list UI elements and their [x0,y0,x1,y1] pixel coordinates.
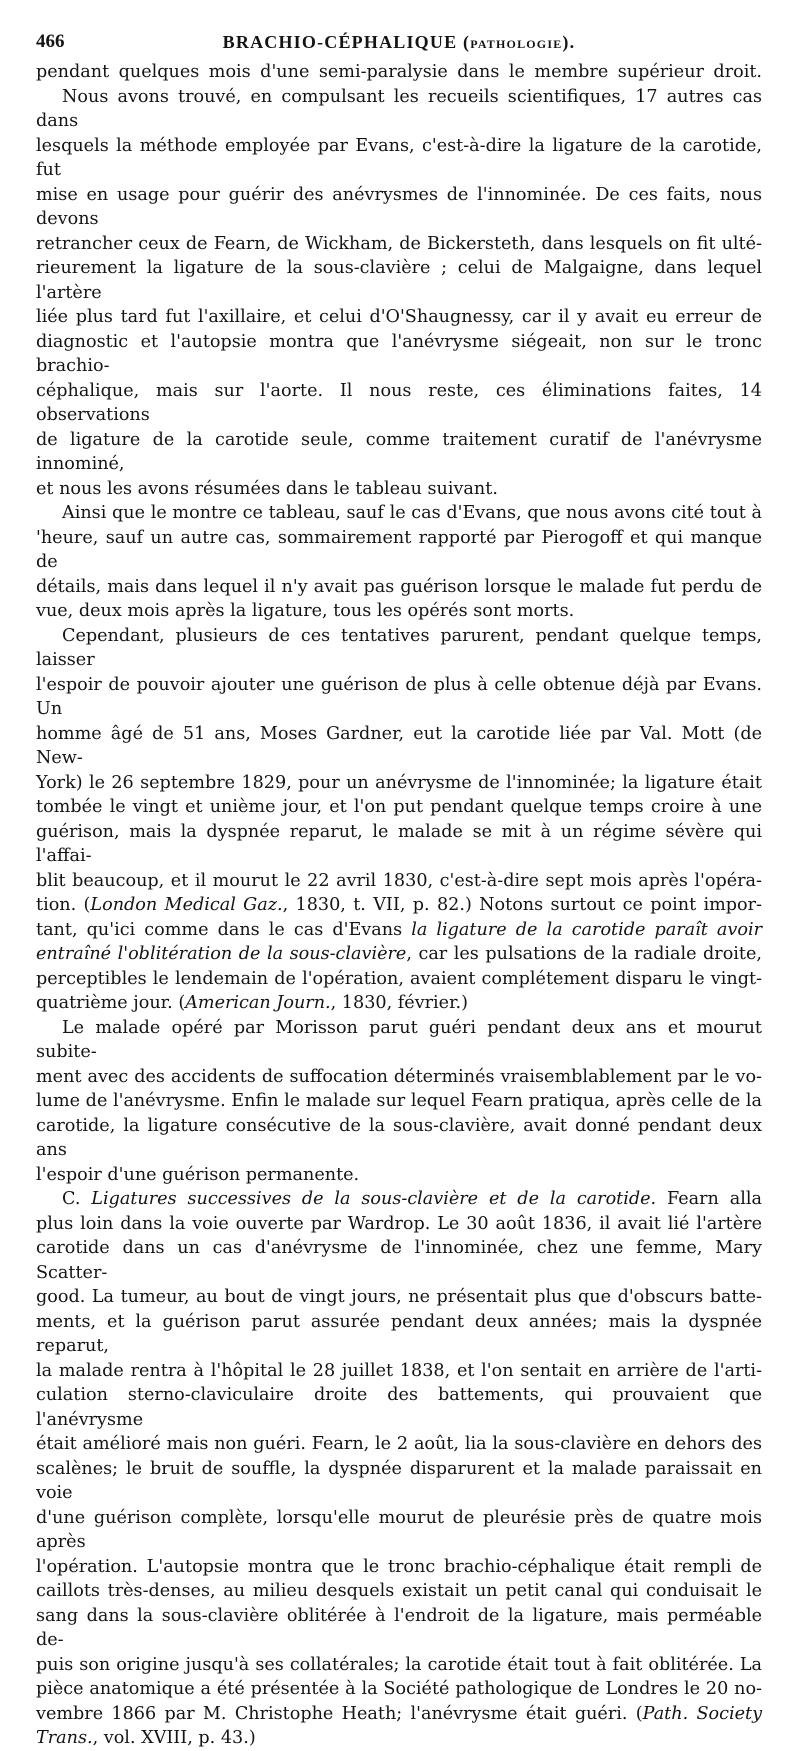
text-line: scalènes; le bruit de souffle, la dyspnée disparurent et la malade paraissait en voie [36,1458,762,1503]
text-line: ment avec des accidents de suffocation déterminés vraisemblablement par le vo- [36,1066,762,1087]
text-line: et nous les avons résumées dans le tableau suivant. [36,478,498,499]
text-line: lume de l'anévrysme. Enfin le malade sur lequel Fearn pratiqua, après celle de la [36,1091,762,1111]
text-line: mise en usage pour guérir des anévrysmes de l'innominée. De ces faits, nous devons [36,184,762,229]
text-line: Trans., vol. XVIII, p. 43.) [36,1728,256,1748]
text-line: entraîné l'oblitération de la sous-clavière, car les pulsations de la radiale droite, [36,944,763,964]
text-line: sang dans la sous-clavière oblitérée à l'endroit de la ligature, mais perméable de- [36,1605,762,1650]
text-line: rieurement la ligature de la sous-clavière ; celui de Malgaigne, dans lequel l'artère [36,258,762,303]
text-line: Ainsi que le montre ce tableau, sauf le cas d'Evans, que nous avons cité tout à [62,503,762,523]
page-number: 466 [36,31,65,52]
text-line: York) le 26 septembre 1829, pour un anévrysme de l'innominée; la ligature était [36,772,762,793]
emphasis-text: la ligature de la carotide paraît avoir [411,919,762,940]
text-line: plus loin dans la voie ouverte par Wardrop. Le 30 août 1836, il avait lié l'artère [36,1213,762,1234]
text-line: homme âgé de 51 ans, Moses Gardner, eut la carotide liée par Val. Mott (de New- [36,723,762,768]
text-line: guérison, mais la dyspnée reparut, le malade se mit à un régime sévère qui l'affai- [36,821,762,866]
text-line: puis son origine jusqu'à ses collatérales; la carotide était tout à fait oblitérée. La [36,1654,762,1675]
body-text [36,60,762,1751]
text-line: diagnostic et l'autopsie montra que l'anévrysme siégeait, non sur le tronc brachio- [36,331,762,376]
text-line: l'espoir d'une guérison permanente. [36,1164,360,1185]
text-line: culation sterno-claviculaire droite des battements, qui prouvaient que l'anévrysme [36,1385,762,1430]
text-line: perceptibles le lendemain de l'opération, avaient complétement disparu le vingt- [36,968,762,989]
section-heading: Ligatures successives de la sous-clavière et de la carotide. [91,1189,657,1209]
text-line: lesquels la méthode employée par Evans, c'est-à-dire la ligature de la carotide, fut [36,135,762,180]
text-line: Nous avons trouvé, en compulsant les recueils scientifiques, 17 autres cas dans [36,86,762,131]
text-line: pendant quelques mois d'une semi-paralysie dans le membre supérieur droit. [36,62,762,82]
text-line: détails, mais dans lequel il n'y avait pas guérison lorsque le malade fut perdu de [36,576,762,597]
text-line: ments, et la guérison parut assurée pendant deux années; mais la dyspnée reparut, [36,1311,762,1356]
text-line: blit beaucoup, et il mourut le 22 avril 1830, c'est-à-dire sept mois après l'opéra- [36,870,762,891]
citation: London Medical Gaz. [90,895,283,915]
text-line: carotide dans un cas d'anévrysme de l'innominée, chez une femme, Mary Scatter- [36,1238,762,1283]
text-line: Le malade opéré par Morisson parut guéri pendant deux ans et mourut subite- [36,1017,762,1062]
citation: Trans. [36,1728,93,1748]
text-line: caillots très-denses, au milieu desquels existait un petit canal qui conduisait le [36,1581,762,1601]
citation: American Journ. [185,993,331,1013]
text-line: tion. (London Medical Gaz., 1830, t. VII, p. 82.) Notons surtout ce point impor- [36,895,763,915]
text-line: était amélioré mais non guéri. Fearn, le 2 août, lia la sous-clavière en dehors des [36,1434,762,1454]
text-line: d'une guérison complète, lorsqu'elle mourut de pleurésie près de quatre mois après [36,1507,762,1552]
text-line: tombée le vingt et unième jour, et l'on put pendant quelque temps croire à une [36,797,762,817]
text-line: vembre 1866 par M. Christophe Heath; l'anévrysme était guéri. (Path. Society [36,1703,763,1724]
page-header [36,28,762,60]
text-line: céphalique, mais sur l'aorte. Il nous reste, ces éliminations faites, 14 observations [36,380,762,425]
text-line: pièce anatomique a été présentée à la Société pathologique de Londres le 20 no- [36,1679,762,1699]
text-line: l'opération. L'autopsie montra que le tronc brachio-céphalique était rempli de [36,1556,762,1577]
running-title: BRACHIO-CÉPHALIQUE (PATHOLOGIE). [222,32,576,52]
text-line: l'espoir de pouvoir ajouter une guérison de plus à celle obtenue déjà par Evans. Un [36,674,762,719]
text-line: carotide, la ligature consécutive de la sous-clavière, avait donné pendant deux ans [36,1115,762,1160]
emphasis-text: entraîné l'oblitération de la sous-clavière [36,944,407,964]
text-line: quatrième jour. (American Journ., 1830, février.) [36,993,469,1013]
text-line: 'heure, sauf un autre cas, sommairement rapporté par Pierogoff et qui manque de [36,527,762,572]
text-line: Cependant, plusieurs de ces tentatives parurent, pendant quelque temps, laisser [36,625,762,670]
text-line: de ligature de la carotide seule, comme traitement curatif de l'anévrysme innominé, [36,429,762,474]
text-line: tant, qu'ici comme dans le cas d'Evans la ligature de la carotide paraît avoir [36,919,762,940]
citation: Path. Society [642,1703,763,1724]
text-line: good. La tumeur, au bout de vingt jours, ne présentait plus que d'obscurs batte- [36,1287,762,1307]
section-heading-line: C. Ligatures successives de la sous-clavière et de la carotide. Fearn alla [62,1189,762,1209]
text-line: vue, deux mois après la ligature, tous les opérés sont morts. [36,601,575,621]
text-line: retrancher ceux de Fearn, de Wickham, de Bickersteth, dans lesquels on fit ulté- [36,233,762,254]
text-line: la malade rentra à l'hôpital le 28 juillet 1838, et l'on sentait en arrière de l'arti- [36,1360,762,1381]
text-line: liée plus tard fut l'axillaire, et celui d'O'Shaugnessy, car il y avait eu erreur de [36,307,762,327]
